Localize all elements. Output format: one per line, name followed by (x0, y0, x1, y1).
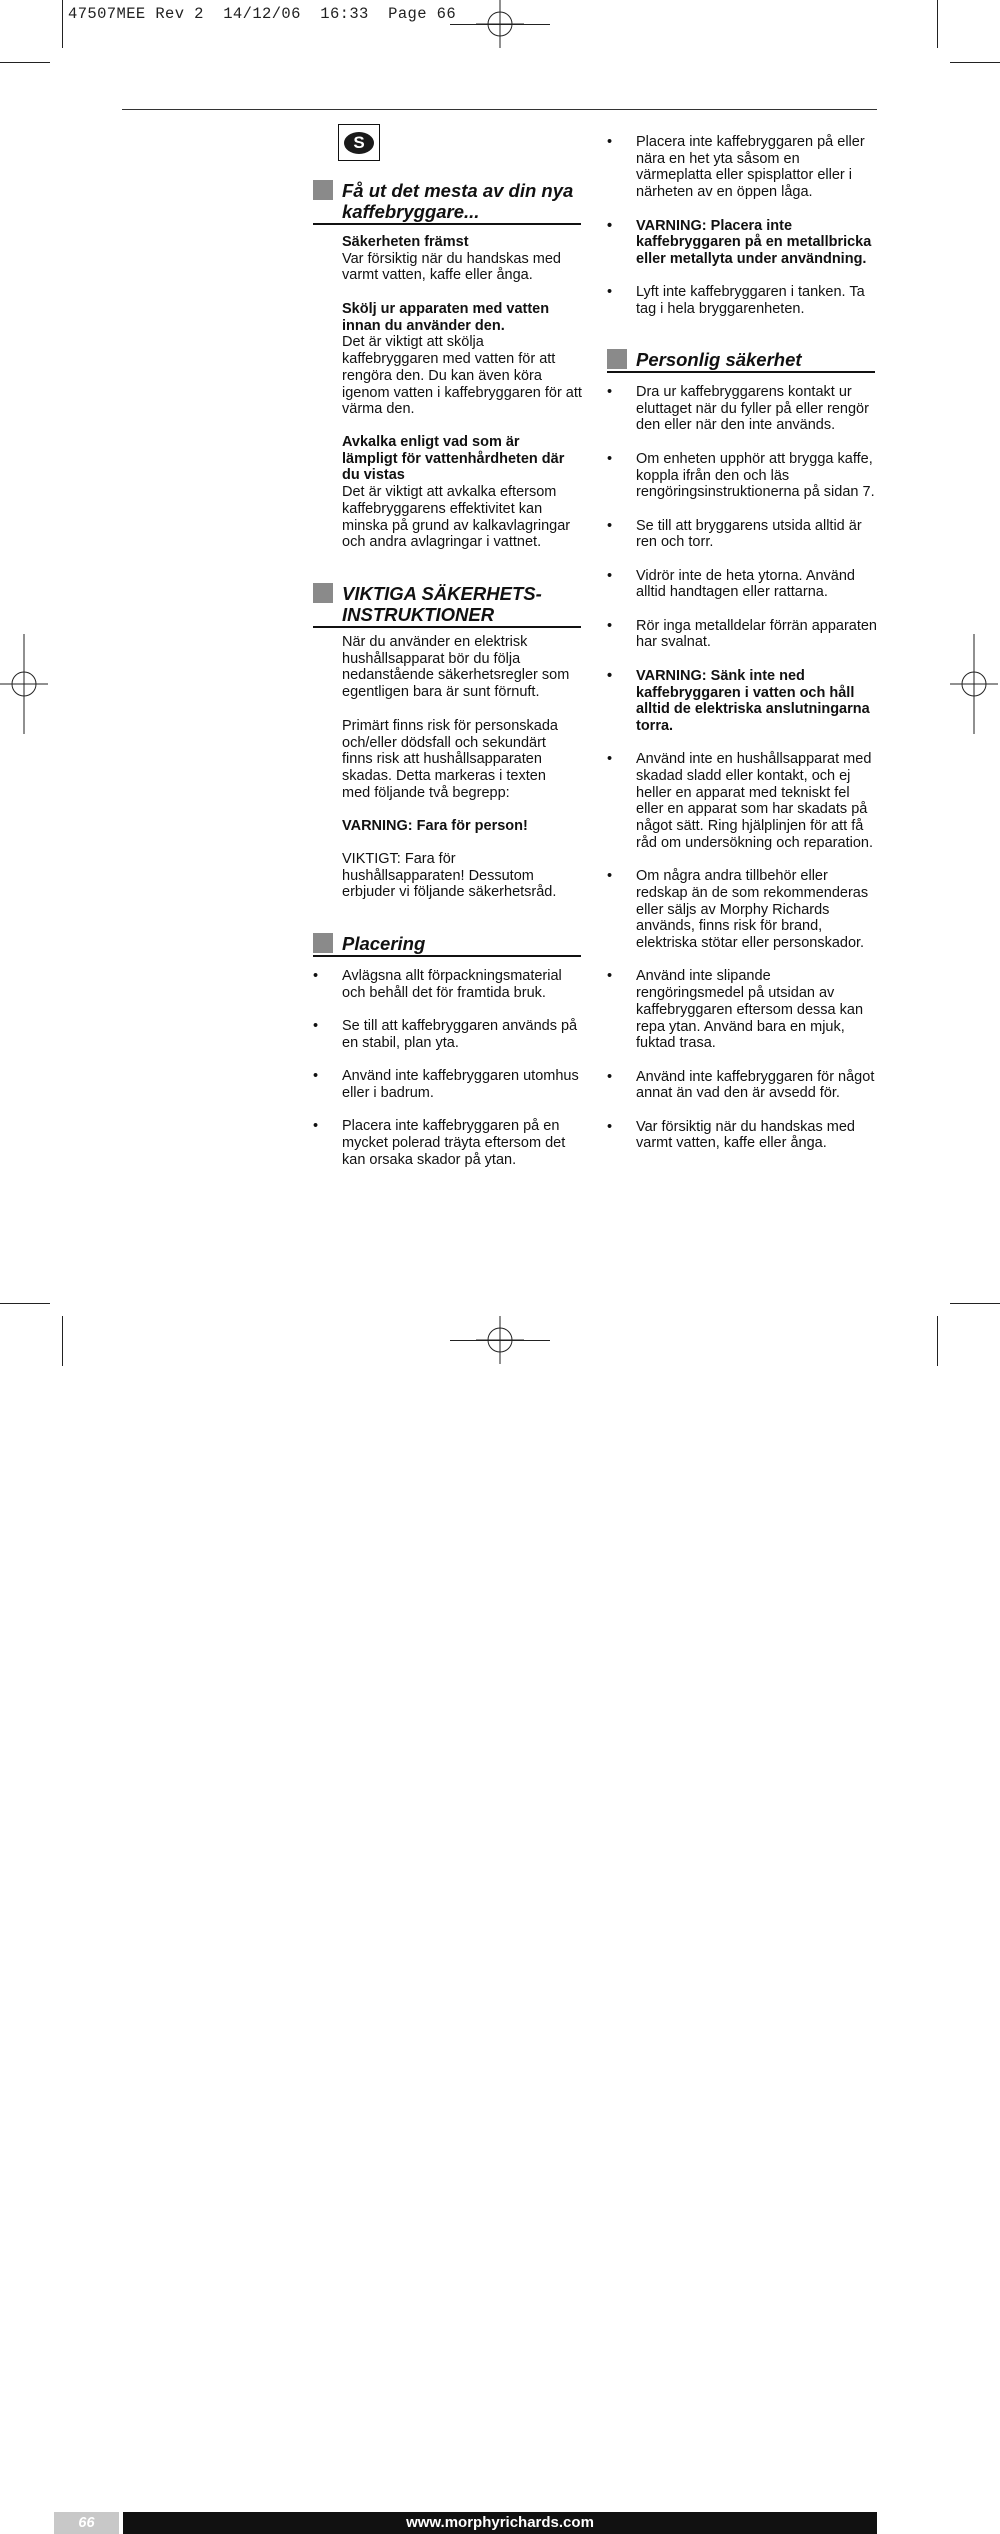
section-heading-text: Placering (342, 933, 426, 954)
list-item: • Placera inte kaffebryggaren på en mycket polerad träyta eftersom det kan orsaka skador på ytan. (313, 1118, 581, 1168)
list-item: • Om några andra tillbehör eller redskap än de som rekommenderas eller säljs av Morphy Richards används, finns risk för brand, elektriska stötar eller personskador. (607, 868, 877, 952)
crop-mark (62, 0, 63, 48)
safety-paragraph: Primärt finns risk för personskada och/eller dödsfall och sekundärt finns risk att hushållsapparaten skadas. Detta markeras i texten med följande två begrepp: (342, 718, 558, 801)
crop-mark (950, 62, 1000, 63)
list-item: • Använd inte kaffebryggaren utomhus eller i badrum. (313, 1068, 581, 1101)
website-link[interactable]: www.morphyrichards.com (123, 2512, 877, 2534)
crop-mark (0, 62, 50, 63)
safety-intro (342, 851, 567, 901)
personal-safety-list (607, 384, 877, 1169)
crop-mark (937, 0, 938, 48)
list-item: • Var försiktig när du handskas med varmt vatten, kaffe eller ånga. (607, 1119, 877, 1152)
intro-paragraph (342, 434, 574, 551)
placement-list (313, 968, 581, 1185)
section-heading-placement (313, 933, 581, 957)
section-heading-personal (607, 349, 875, 373)
intro-paragraph (342, 234, 582, 284)
section-heading-safety (313, 583, 581, 628)
header-rule (122, 109, 877, 110)
list-item: • Rör inga metalldelar förrän apparaten har svalnat. (607, 618, 877, 651)
list-item: • Lyft inte kaffebryggaren i tanken. Ta tag i hela bryggarenheten. (607, 284, 877, 317)
section-heading-text: Personlig säkerhet (636, 349, 802, 370)
heading-marker-icon (313, 583, 333, 603)
safety-paragraph: När du använder en elektrisk hushållsapparat bör du följa nedanstående säkerhetsregler som egentligen bara är sunt förnuft. (342, 634, 570, 701)
safety-intro (342, 634, 582, 701)
print-slug: 47507MEE Rev 2 14/12/06 16:33 Page 66 (68, 5, 457, 23)
paragraph-body: Det är viktigt att avkalka eftersom kaffebryggarens effektivitet kan minska på grund av kalkavlagringar och andra avlagringar i vattnet. (342, 484, 571, 551)
list-item: • Se till att kaffebryggaren används på en stabil, plan yta. (313, 1018, 581, 1051)
crop-mark (0, 1303, 50, 1304)
crop-mark (950, 1303, 1000, 1304)
list-item: • Placera inte kaffebryggaren på eller nära en het yta såsom en värmeplatta eller spisplattor eller i närheten av en öppen låga. (607, 134, 877, 201)
paragraph-body: Var försiktig när du handskas med varmt vatten, kaffe eller ånga. (342, 250, 561, 284)
intro-paragraph (342, 301, 582, 418)
list-item: • Använd inte en hushållsapparat med skadad sladd eller kontakt, och ej heller en apparat med tekniskt fel eller en apparat som har skadats på något sätt. Ring hjälplinjen för att få råd om undersökning och reparation. (607, 751, 877, 851)
crop-mark (62, 1316, 63, 1366)
page-number: 66 (54, 2512, 119, 2534)
safety-paragraph: VIKTIGT: Fara för hushållsapparaten! Dessutom erbjuder vi följande säkerhetsråd. (342, 851, 557, 901)
section-heading-text: VIKTIGA SÄKERHETS-INSTRUKTIONER (342, 583, 542, 625)
registration-mark-icon (0, 634, 48, 734)
paragraph-title: Säkerheten främst (342, 234, 469, 250)
list-item-warning: • VARNING: Sänk inte ned kaffebryggaren i vatten och håll alltid de elektriska anslutningarna torra. (607, 668, 877, 735)
registration-mark-icon (476, 0, 524, 48)
list-item: • Dra ur kaffebryggarens kontakt ur eluttaget när du fyller på eller rengör den eller när den inte används. (607, 384, 877, 434)
list-item: • Avlägsna allt förpackningsmaterial och behåll det för framtida bruk. (313, 968, 581, 1001)
warning-text: VARNING: Fara för person! (342, 818, 528, 834)
list-item-warning: • VARNING: Placera inte kaffebryggaren på en metallbricka eller metallyta under användning. (607, 218, 877, 268)
crop-mark (937, 1316, 938, 1366)
list-item: • Använd inte slipande rengöringsmedel på utsidan av kaffebryggaren eftersom dessa kan repa ytan. Använd bara en mjuk, fuktad trasa. (607, 968, 877, 1052)
paragraph-body: Det är viktigt att skölja kaffebryggaren med vatten för att rengöra den. Du kan även köra igenom vatten i kaffebryggaren för att värma den. (342, 334, 582, 418)
heading-marker-icon (313, 933, 333, 953)
heading-marker-icon (313, 180, 333, 200)
list-item: • Vidrör inte de heta ytorna. Använd alltid handtagen eller rattarna. (607, 568, 877, 601)
list-item: • Se till att bryggarens utsida alltid är ren och torr. (607, 518, 877, 551)
registration-mark-icon (950, 634, 998, 734)
safety-intro (342, 718, 572, 802)
registration-mark-icon (476, 1316, 524, 1364)
section-heading-intro (313, 180, 581, 225)
heading-marker-icon (607, 349, 627, 369)
language-code: S (344, 132, 374, 154)
paragraph-title: Skölj ur apparaten med vatten innan du använder den. (342, 301, 550, 334)
language-badge (338, 124, 380, 161)
section-heading-text: Få ut det mesta av din nya kaffebryggare... (342, 180, 574, 222)
safety-warning (342, 818, 582, 835)
list-item: • Använd inte kaffebryggaren för något annat än vad den är avsedd för. (607, 1069, 877, 1102)
paragraph-title: Avkalka enligt vad som är lämpligt för vattenhårdheten där du vistas (342, 434, 565, 484)
placement-list-continued (607, 134, 877, 334)
list-item: • Om enheten upphör att brygga kaffe, koppla ifrån den och läs rengöringsinstruktionerna på sidan 7. (607, 451, 877, 501)
